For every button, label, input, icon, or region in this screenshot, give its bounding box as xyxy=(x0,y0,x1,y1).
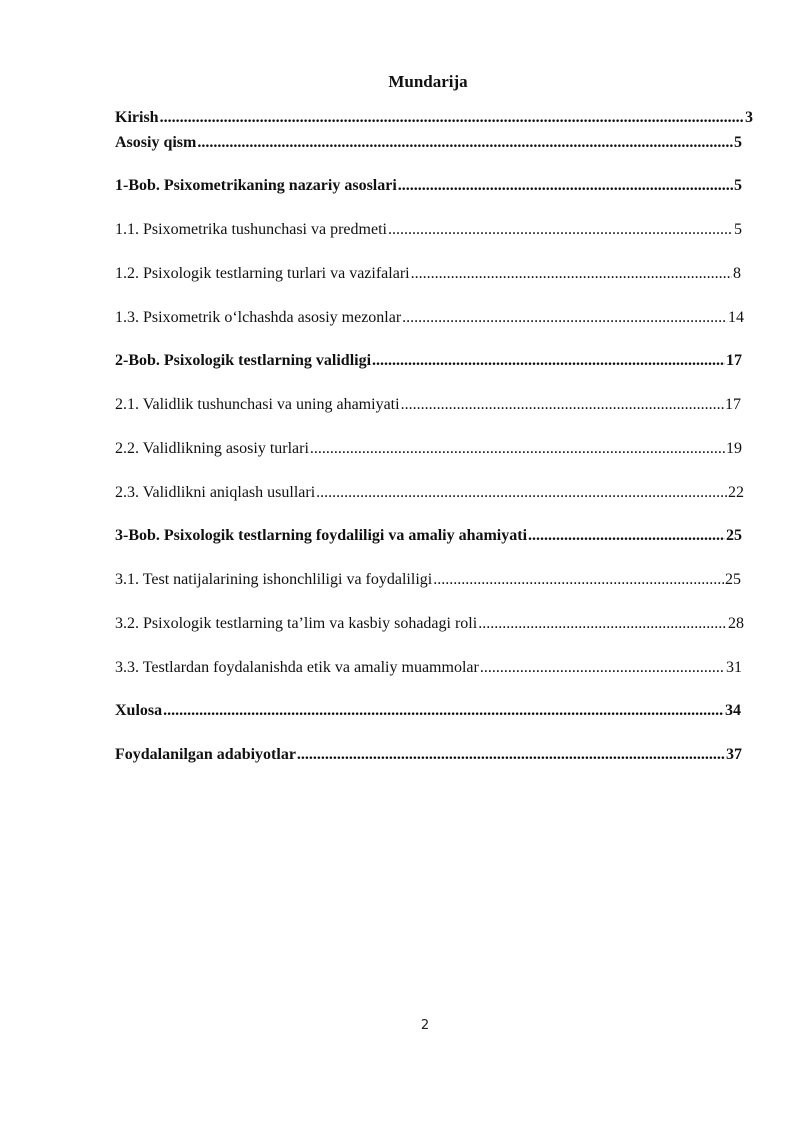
toc-entry-label: Foydalanilgan adabiyotlar xyxy=(115,746,296,763)
toc-entry-label: 3.2. Psixologik testlarning ta’lim va kasbiy sohadagi roli xyxy=(115,615,478,632)
toc-leader-dots xyxy=(197,132,733,154)
toc-entry-page: 17 xyxy=(726,352,742,369)
toc-entry-label: Kirish xyxy=(115,109,159,126)
toc-leader-dots xyxy=(398,175,733,197)
toc-entry-page: 34 xyxy=(725,702,741,719)
toc-leader-dots xyxy=(372,350,725,372)
toc-entry-page: 8 xyxy=(733,265,741,282)
toc-entry-label: 2-Bob. Psixologik testlarning validligi xyxy=(115,352,372,369)
toc-entry-label: 1-Bob. Psixometrikaning nazariy asoslari xyxy=(115,177,397,194)
toc-entry-page: 5 xyxy=(734,177,742,194)
toc-entry-page: 28 xyxy=(728,615,744,632)
toc-leader-dots xyxy=(160,107,744,129)
toc-entry-label: 1.3. Psixometrik oʻlchashda asosiy mezonlar xyxy=(115,309,402,326)
toc-entry-section-2-2[interactable] xyxy=(115,438,742,460)
toc-title: Mundarija xyxy=(388,72,468,91)
toc-entry-chapter-2[interactable] xyxy=(115,350,742,372)
toc-entry-chapter-1[interactable] xyxy=(115,175,742,197)
toc-entry-section-3-1[interactable] xyxy=(115,569,741,591)
toc-entry-section-3-3[interactable] xyxy=(115,657,742,679)
toc-entry-page: 17 xyxy=(725,396,741,413)
toc-entry-label: 2.2. Validlikning asosiy turlari xyxy=(115,440,309,457)
toc-leader-dots xyxy=(388,219,733,241)
toc-entry-page: 5 xyxy=(734,134,742,151)
toc-entry-chapter-3[interactable] xyxy=(115,525,742,547)
toc-entry-label: 3.3. Testlardan foydalanishda etik va amaliy muammolar xyxy=(115,659,479,676)
toc-leader-dots xyxy=(163,700,724,722)
toc-entry-page: 22 xyxy=(728,484,744,501)
toc-entry-section-2-1[interactable] xyxy=(115,394,741,416)
toc-entry-asosiy-qism[interactable] xyxy=(115,132,742,154)
toc-leader-dots xyxy=(528,525,725,547)
toc-leader-dots xyxy=(297,744,725,766)
toc-leader-dots xyxy=(316,482,727,504)
toc-entry-label: 2.1. Validlik tushunchasi va uning ahamiyati xyxy=(115,396,400,413)
toc-entry-label: 1.2. Psixologik testlarning turlari va vazifalari xyxy=(115,265,410,282)
toc-entry-kirish[interactable] xyxy=(115,107,753,129)
toc-entry-label: Asosiy qism xyxy=(115,134,197,151)
toc-entry-page: 5 xyxy=(734,221,742,238)
toc-leader-dots xyxy=(310,438,725,460)
toc-entry-section-3-2[interactable] xyxy=(115,613,744,635)
toc-entry-page: 3 xyxy=(745,109,753,126)
toc-entry-page: 19 xyxy=(726,440,742,457)
toc-entry-page: 14 xyxy=(728,309,744,326)
toc-leader-dots xyxy=(480,657,725,679)
toc-leader-dots xyxy=(402,307,727,329)
toc-entry-label: 3.1. Test natijalarining ishonchliligi va foydaliligi xyxy=(115,571,433,588)
footer-page-number: 2 xyxy=(420,1018,430,1033)
toc-entry-label: 3-Bob. Psixologik testlarning foydaliligi va amaliy ahamiyati xyxy=(115,527,528,544)
toc-entry-adabiyotlar[interactable] xyxy=(115,744,742,766)
toc-entry-xulosa[interactable] xyxy=(115,700,741,722)
toc-entry-page: 37 xyxy=(726,746,742,763)
toc-entry-label: 2.3. Validlikni aniqlash usullari xyxy=(115,484,316,501)
toc-entry-page: 25 xyxy=(726,527,742,544)
toc-entry-section-1-3[interactable] xyxy=(115,307,744,329)
toc-leader-dots xyxy=(478,613,727,635)
toc-entry-section-1-1[interactable] xyxy=(115,219,742,241)
toc-entry-page: 25 xyxy=(725,571,741,588)
toc-leader-dots xyxy=(401,394,724,416)
toc-leader-dots xyxy=(411,263,732,285)
toc-entry-label: 1.1. Psixometrika tushunchasi va predmeti xyxy=(115,221,387,238)
toc-entry-section-2-3[interactable] xyxy=(115,482,744,504)
toc-entry-label: Xulosa xyxy=(115,702,163,719)
toc-entry-section-1-2[interactable] xyxy=(115,263,741,285)
toc-leader-dots xyxy=(433,569,724,591)
toc-entry-page: 31 xyxy=(726,659,742,676)
